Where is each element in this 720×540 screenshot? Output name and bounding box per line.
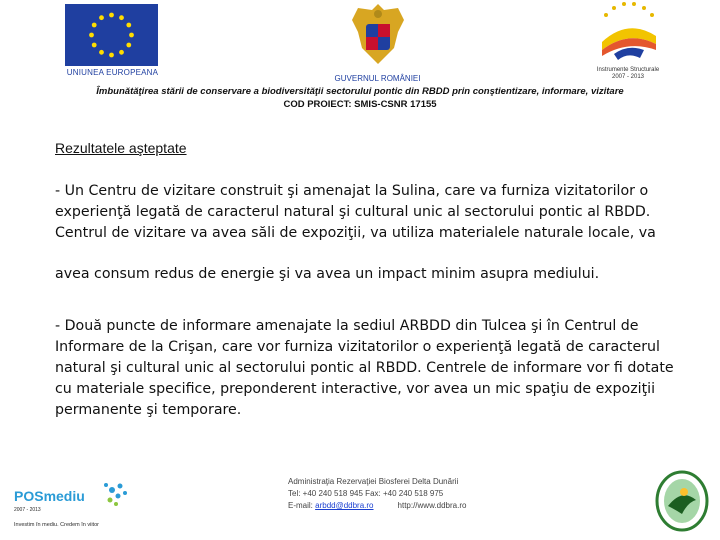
structural-caption-line2: 2007 - 2013	[611, 74, 645, 80]
posmediu-name: POSmediu	[14, 488, 85, 504]
government-caption: GUVERNUL ROMÂNIEI	[334, 74, 421, 83]
project-code: COD PROIECT: SMIS-CSNR 17155	[283, 99, 437, 110]
posmediu-years: 2007 - 2013	[14, 507, 41, 513]
structural-caption-line1: Instrumente Structurale	[596, 67, 660, 73]
paragraph-information-points: - Două puncte de informare amenajate la sediul ARBDD din Tulcea şi în Centrul de Informare de la Crişan, care vor furniza vizitatorilor o experienţă legată de caracterul natural şi cultural unic al sectorului pontic al RBDD. Centrele de informare vor fi dotate cu materiale specifice, preponderent interactive, vor avea un mic spaţiu de expoziţii permanente şi temporare.	[55, 318, 674, 418]
footer-website-link[interactable]: http://www.ddbra.ro	[397, 501, 467, 510]
ddbra-logo	[654, 470, 710, 532]
structural-instruments-icon	[594, 0, 662, 62]
footer-org: Administraţia Rezervaţiei Biosferei Delta Dunării	[288, 477, 459, 486]
footer-email-label: E-mail:	[288, 501, 316, 510]
ddbra-logo-icon	[654, 470, 710, 532]
eu-caption: UNIUNEA EUROPEANA	[66, 68, 159, 77]
section-title: Rezultatele aşteptate	[55, 140, 187, 156]
government-logo	[325, 2, 430, 82]
footer-contact	[288, 476, 466, 512]
eu-flag-icon	[65, 4, 158, 66]
posmediu-slogan: Investim în mediu. Credem în viitor	[14, 522, 99, 528]
footer-email-line	[288, 500, 466, 512]
paragraph-visitor-centre: - Un Centru de vizitare construit şi amenajat la Sulina, care va furniza vizitatorilor o experienţă legată de caracterul natural şi cultural unic al sectorului pontic al RBDD. Centrul de vizitare va avea săli de expoziţii, va utiliza materialele naturale locale, va	[55, 183, 656, 241]
structural-instruments-logo	[592, 0, 664, 86]
eu-logo	[65, 4, 160, 80]
footer-phone-fax: Tel: +40 240 518 945 Fax: +40 240 518 975	[288, 489, 444, 498]
romania-coat-of-arms-icon	[348, 2, 408, 68]
posmediu-logo	[12, 480, 130, 535]
project-title: Îmbunătăţirea stării de conservare a biodiversităţii sectorului pontic din RBDD prin conştientizare, informare, vizitare	[96, 86, 624, 97]
paragraph-visitor-centre-cont: avea consum redus de energie şi va avea un impact minim asupra mediului.	[55, 266, 600, 282]
footer-email-link[interactable]: arbdd@ddbra.ro	[315, 501, 374, 510]
